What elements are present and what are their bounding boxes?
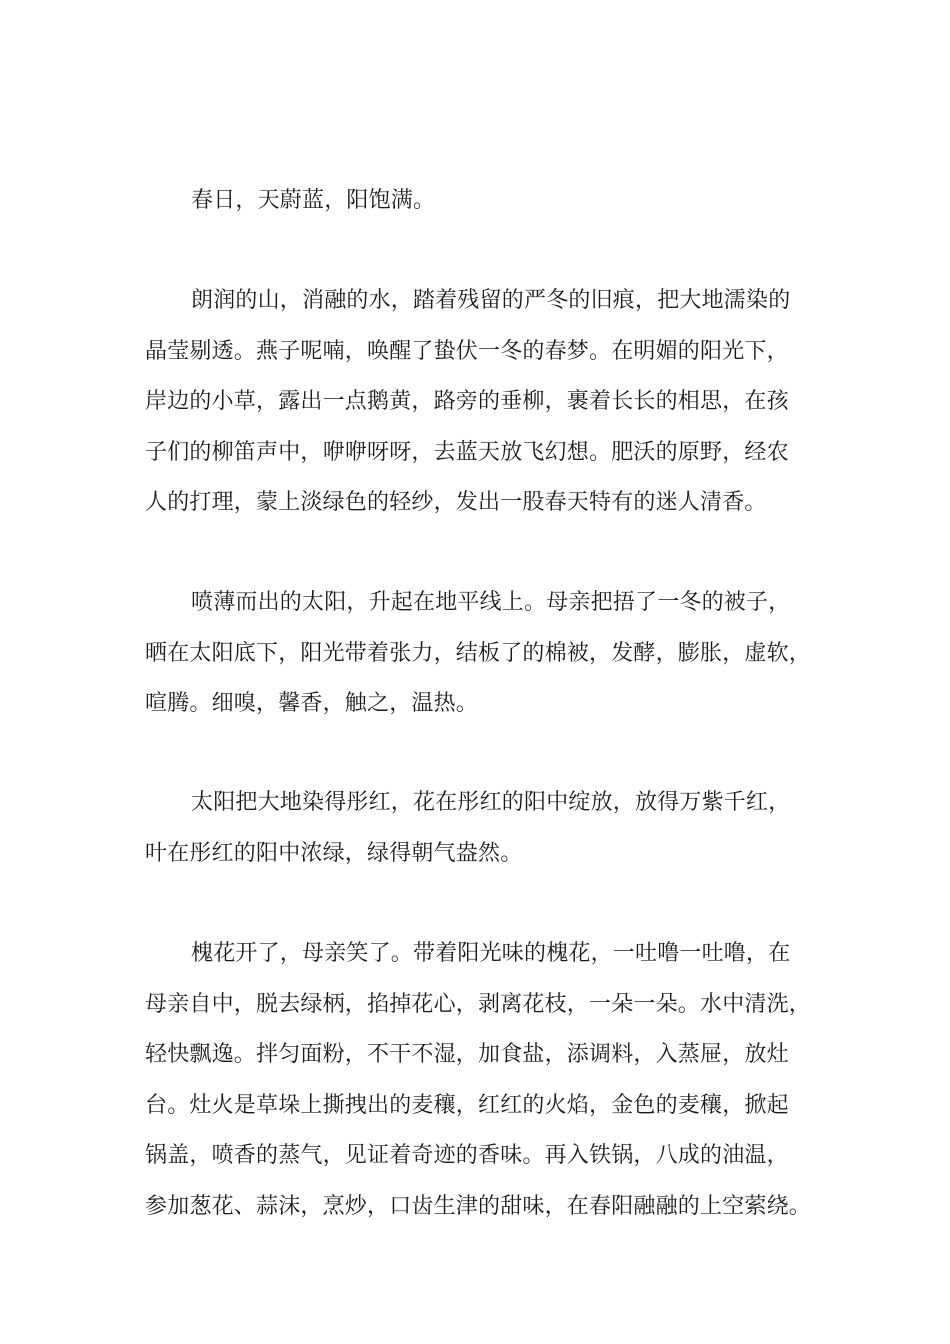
paragraph-4 (145, 778, 835, 879)
paragraph-line: 母亲自中，脱去绿柄，掐掉花心，剥离花枝，一朵一朵。水中清洗， (145, 991, 812, 1017)
paragraph-line: 晒在太阳底下，阳光带着张力，结板了的棉被，发酵，膨胀，虚软， (145, 640, 812, 666)
paragraph-5 (145, 929, 835, 1232)
paragraph-line: 喷薄而出的太阳，升起在地平线上。母亲把捂了一冬的被子， (191, 590, 791, 615)
paragraph-line: 参加葱花、蒜沫，烹炒，口齿生津的甜味，在春阳融融的上空萦绕。 (145, 1193, 812, 1219)
paragraph-line: 春日，天蔚蓝，阳饱满。 (191, 188, 436, 213)
paragraph-line: 喧腾。细嗅，馨香，触之，温热。 (145, 691, 479, 716)
paragraph-line: 朗润的山，消融的水，踏着残留的严冬的旧痕，把大地濡染的 (191, 288, 791, 313)
paragraph-2 (145, 276, 835, 529)
paragraph-line: 晶莹剔透。燕子呢喃，唤醒了蛰伏一冬的春梦。在明媚的阳光下， (145, 338, 789, 364)
paragraph-line: 子们的柳笛声中，咿咿呀呀，去蓝天放飞幻想。肥沃的原野，经农 (145, 439, 789, 465)
paragraph-line: 台。灶火是草垛上撕拽出的麦穰，红红的火焰，金色的麦穰，掀起 (145, 1092, 789, 1118)
paragraph-line: 轻快飘逸。拌匀面粉，不干不湿，加食盐，添调料，入蒸屉，放灶 (145, 1042, 789, 1067)
paragraph-1 (145, 176, 835, 227)
paragraph-line: 太阳把大地染得彤红，花在彤红的阳中绽放，放得万紫千红， (191, 790, 791, 815)
paragraph-line: 槐花开了，母亲笑了。带着阳光味的槐花，一吐噜一吐噜，在 (191, 941, 791, 966)
paragraph-line: 岸边的小草，露出一点鹅黄，路旁的垂柳，裹着长长的相思，在孩 (145, 389, 789, 414)
paragraph-line: 锅盖，喷香的蒸气，见证着奇迹的香味。再入铁锅，八成的油温， (145, 1143, 789, 1168)
paragraph-line: 叶在彤红的阳中浓绿，绿得朝气盎然。 (145, 840, 523, 866)
paragraph-line: 人的打理，蒙上淡绿色的轻纱，发出一股春天特有的迷人清香。 (145, 490, 767, 515)
paragraph-3 (145, 578, 835, 730)
